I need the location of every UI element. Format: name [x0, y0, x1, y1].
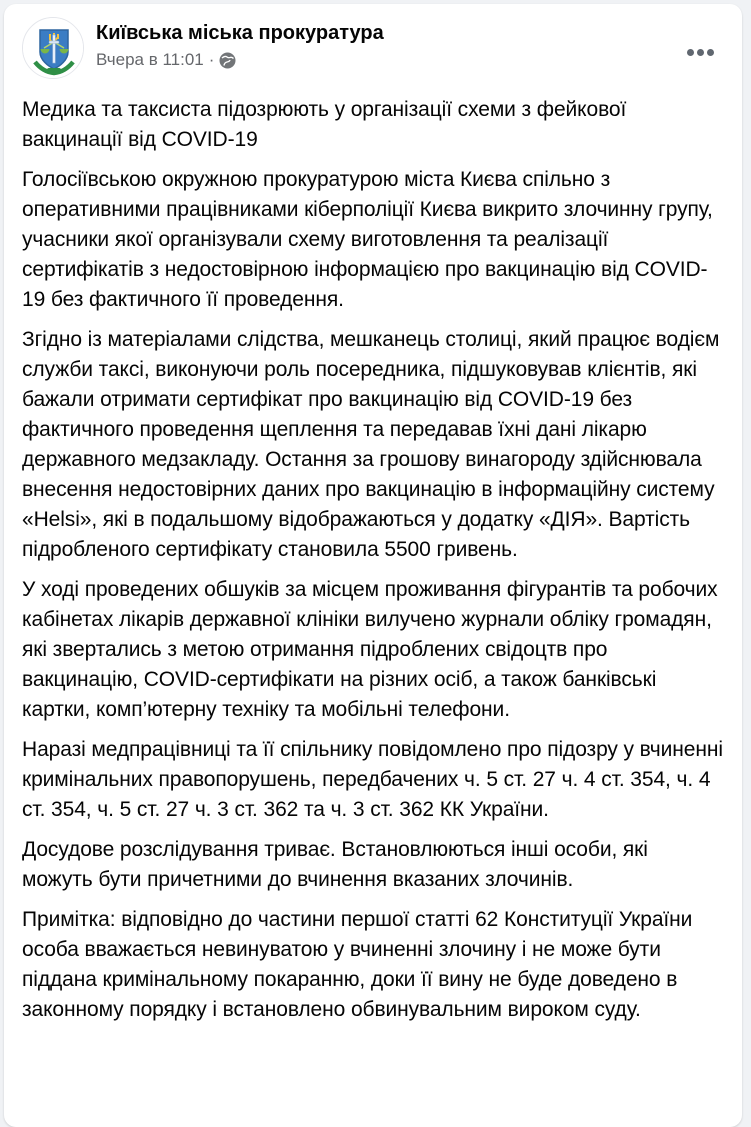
page-avatar[interactable] [22, 17, 84, 79]
post-text [4, 95, 742, 1025]
post-paragraph: Наразі медпрацівниці та її спільнику повідомлено про підозру у вчиненні кримінальних правопорушень, передбачених ч. 5 ст. 27 ч. 4 ст. 354, ч. 4 ст. 354, ч. 5 ст. 27 ч. 3 ст. 362 та ч. 3 ст. 362 КК України. [22, 738, 723, 821]
globe-privacy-icon [219, 52, 236, 69]
header-text [96, 17, 384, 70]
post-meta [96, 50, 384, 70]
meta-separator: · [208, 50, 215, 69]
post-paragraph: Згідно із матеріалами слідства, мешканець столиці, який працює водієм служби таксі, виконуючи роль посередника, підшуковував клієнтів, які бажали отримати сертифікат про вакцинацію від COVID-19 без фактичного проведення щеплення та передавав їхні дані лікарю державного медзакладу. Остання за грошову винагороду здійснювала внесення недостовірних даних про вакцинацію в інформаційну систему «Helsi», які в подальшому відображаються у додатку «ДІЯ». Вартість підробленого сертифікату становила 5500 гривень. [22, 328, 720, 561]
post-paragraph: У ході проведених обшуків за місцем проживання фігурантів та робочих кабінетах лікарів державної клініки вилучено журнали обліку громадян, які звертались з метою отримання підроблених свідоцтв про вакцинацію, COVID-сертифікати на різних осіб, а також банківські картки, комп’ютерну техніку та мобільні телефони. [22, 578, 718, 721]
post-paragraph: Медика та таксиста підозрюють у організації схеми з фейкової вакцинації від COVID-19 [22, 98, 627, 151]
post-paragraph: Досудове розслідування триває. Встановлюються інші особи, які можуть бути причетними до вчинення вказаних злочинів. [22, 838, 648, 891]
post-paragraph: Примітка: відповідно до частини першої статті 62 Конституції України особа вважається невинуватою у вчиненні злочину і не може бути піддана кримінальному покаранню, доки її вину не буде доведено в законному порядку і встановлено обвинувальним вироком суду. [22, 908, 693, 1021]
prosecutor-emblem-icon [23, 67, 84, 79]
post-paragraph: Голосіївською окружною прокуратурою міста Києва спільно з оперативними працівниками кіберполіції Києва викрито злочинну групу, учасники якої організували схему виготовлення та реалізації сертифікатів з недостовірною інформацією про вакцинацію від COVID-19 без фактичного її проведення. [22, 168, 713, 311]
post-header [4, 4, 742, 79]
facebook-post-card [4, 4, 742, 1127]
dot-icon [697, 49, 704, 56]
dot-icon [707, 49, 714, 56]
post-options-button[interactable] [680, 32, 720, 72]
post-timestamp[interactable]: Вчера в 11:01 [96, 50, 204, 69]
page-name-link[interactable]: Київська міська прокуратура [96, 22, 384, 44]
dot-icon [687, 49, 694, 56]
